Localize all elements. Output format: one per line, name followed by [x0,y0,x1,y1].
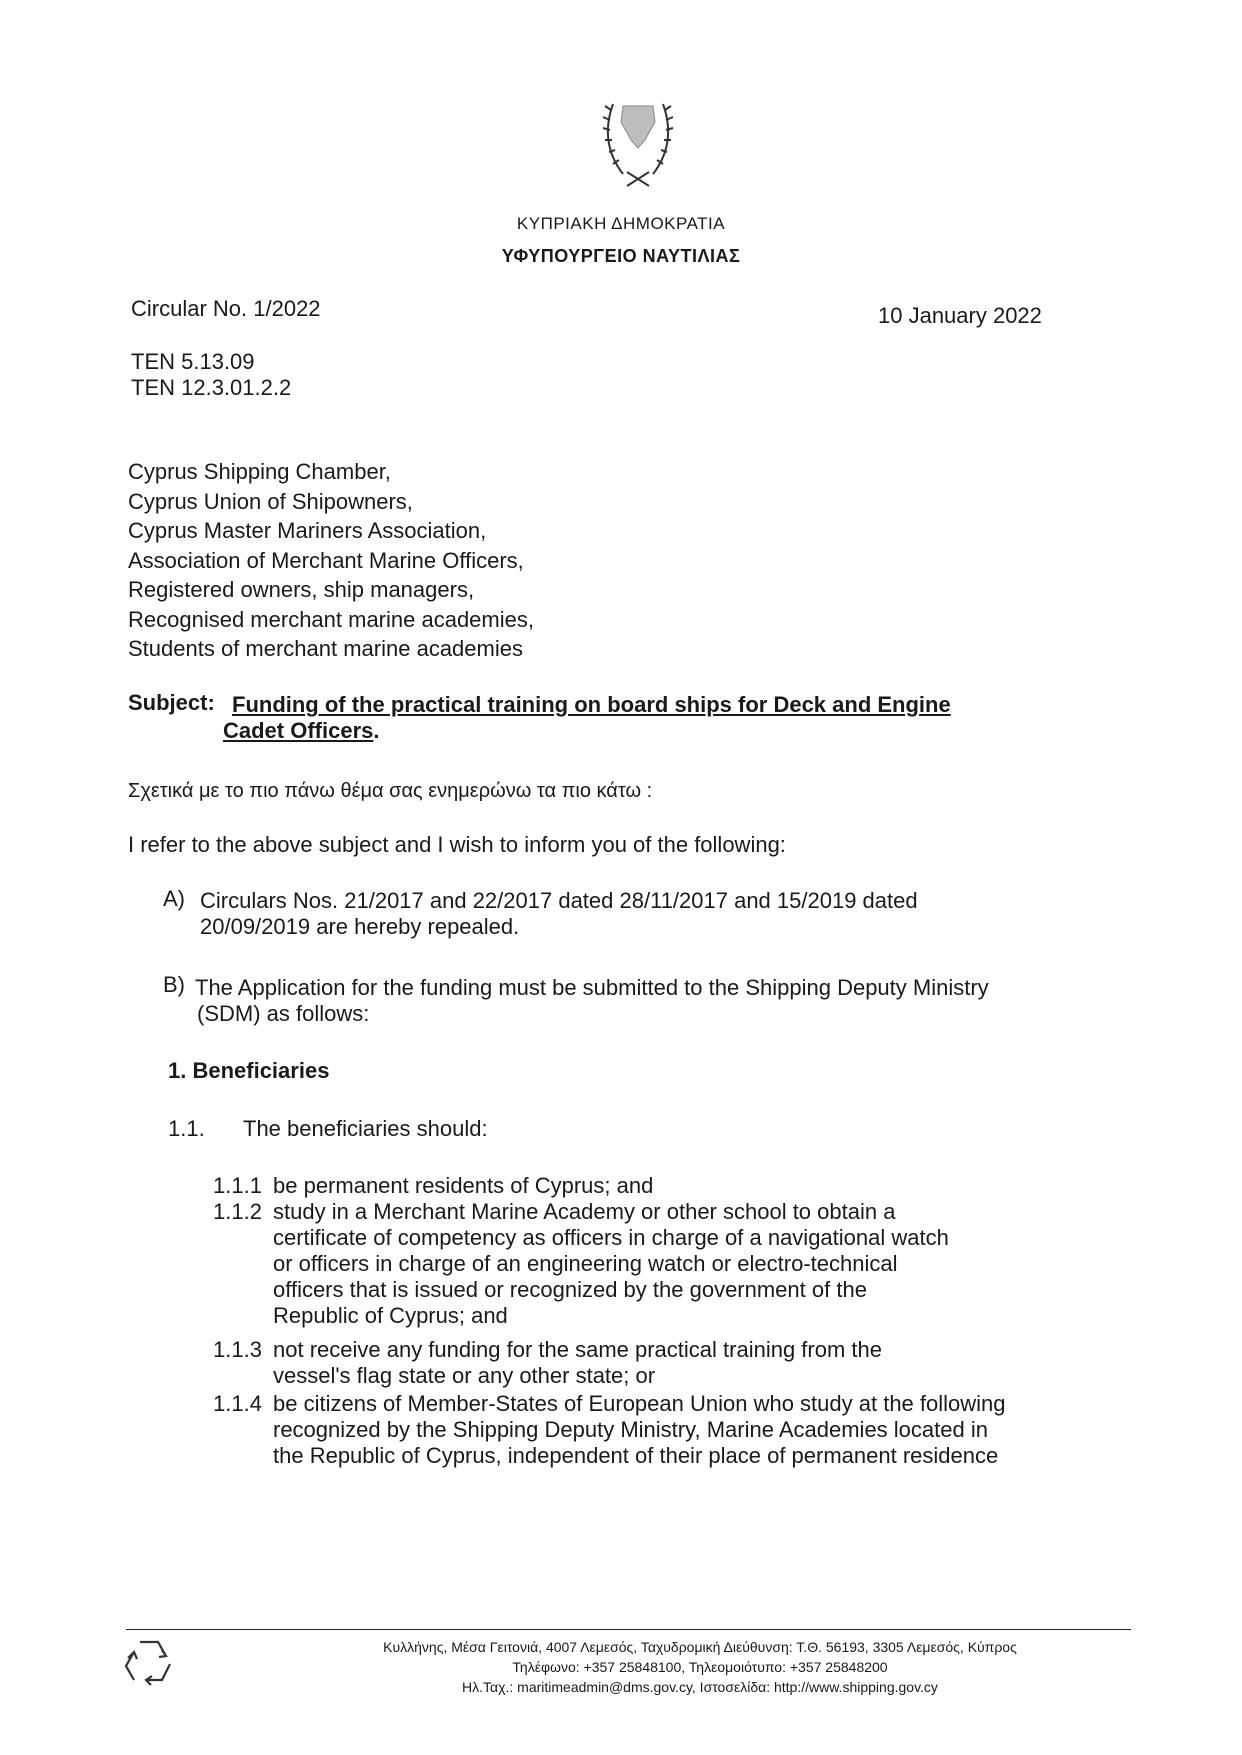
footer-contact: Ηλ.Ταχ.: maritimeadmin@dms.gov.cy, Ιστοσελίδα: http://www.shipping.gov.cy [462,1679,938,1695]
item-text [273,1391,1006,1469]
paragraph-text: The beneficiaries should: [243,1116,488,1141]
item-b-label: B) [163,972,185,997]
item-a-line: 20/09/2019 are hereby repealed. [200,914,520,939]
footer-divider [126,1629,1131,1630]
recipient-line: Cyprus Union of Shipowners, [128,488,413,514]
item-b-line: The Application for the funding must be submitted to the Shipping Deputy Ministry [195,975,989,1000]
reference-list [131,349,291,401]
item-line: or officers in charge of an engineering watch or electro-technical [273,1251,898,1276]
subject-line-2-text: Cadet Officers [223,718,374,743]
item-b-text [195,975,989,1027]
reference-line: TEN 12.3.01.2.2 [131,375,292,400]
item-line: recognized by the Shipping Deputy Ministry, Marine Academies located in [273,1417,988,1442]
recycle-icon [118,1634,180,1696]
recipient-line: Recognised merchant marine academies, [128,606,534,632]
item-line: be permanent residents of Cyprus; and [273,1173,654,1198]
ministry-name: ΥΦΥΠΟΥΡΓΕΙΟ ΝΑΥΤΙΛΙΑΣ [501,246,741,266]
intro-greek: Σχετικά με το πιο πάνω θέμα σας ενημερώνω τα πιο κάτω : [128,780,653,802]
paragraph-number: 1.1. [168,1116,205,1141]
reference-line: TEN 5.13.09 [131,349,255,374]
circular-number: Circular No. 1/2022 [131,296,321,321]
recipients-list [128,457,534,664]
item-line: Republic of Cyprus; and [273,1303,508,1328]
recipient-line: Association of Merchant Marine Officers, [128,547,524,573]
item-number: 1.1.3 [213,1337,262,1362]
item-text [273,1337,882,1389]
item-a-label: A) [163,886,185,911]
country-name: ΚΥΠΡΙΑΚΗ ΔΗΜΟΚΡΑΤΙΑ [516,214,726,233]
subject-period: . [373,718,380,743]
subject-line-1: Funding of the practical training on board ships for Deck and Engine [232,692,951,717]
item-a-line: Circulars Nos. 21/2017 and 22/2017 dated 28/11/2017 and 15/2019 dated [200,888,918,913]
recipient-line: Registered owners, ship managers, [128,577,475,602]
footer-address: Κυλλήνης, Μέσα Γειτονιά, 4007 Λεμεσός, Ταχυδρομική Διεύθυνση: Τ.Θ. 56193, 3305 Λεμεσός, Κύπρος [383,1639,1017,1655]
item-line: certificate of competency as officers in charge of a navigational watch [273,1225,949,1250]
item-line: officers that is issued or recognized by the government of the [273,1277,867,1302]
subject-label: Subject: [128,690,215,715]
item-line: be citizens of Member-States of European Union who study at the following [273,1391,1006,1416]
item-line: vessel's flag state or any other state; or [273,1363,656,1388]
item-b-line: (SDM) as follows: [197,1001,370,1026]
recipient-line: Students of merchant marine academies [128,636,523,661]
item-number: 1.1.4 [213,1391,262,1416]
item-line: the Republic of Cyprus, independent of their place of permanent residence [273,1443,999,1468]
item-number: 1.1.2 [213,1199,262,1224]
recipient-line: Cyprus Shipping Chamber, [128,459,391,484]
recipient-line: Cyprus Master Mariners Association, [128,518,487,543]
coat-of-arms-emblem [583,96,693,200]
item-a-text [200,888,918,940]
footer-phone: Τηλέφωνο: +357 25848100, Τηλεομοιότυπο: +357 25848200 [512,1659,888,1675]
subject-line-2 [223,718,380,744]
item-line: not receive any funding for the same practical training from the [273,1337,882,1362]
intro-english: I refer to the above subject and I wish to inform you of the following: [128,832,786,857]
circular-date: 10 January 2022 [878,303,1042,328]
item-text [273,1199,949,1329]
item-number: 1.1.1 [213,1173,262,1198]
section-heading-beneficiaries: 1. Beneficiaries [168,1058,330,1083]
item-line: study in a Merchant Marine Academy or other school to obtain a [273,1199,896,1224]
